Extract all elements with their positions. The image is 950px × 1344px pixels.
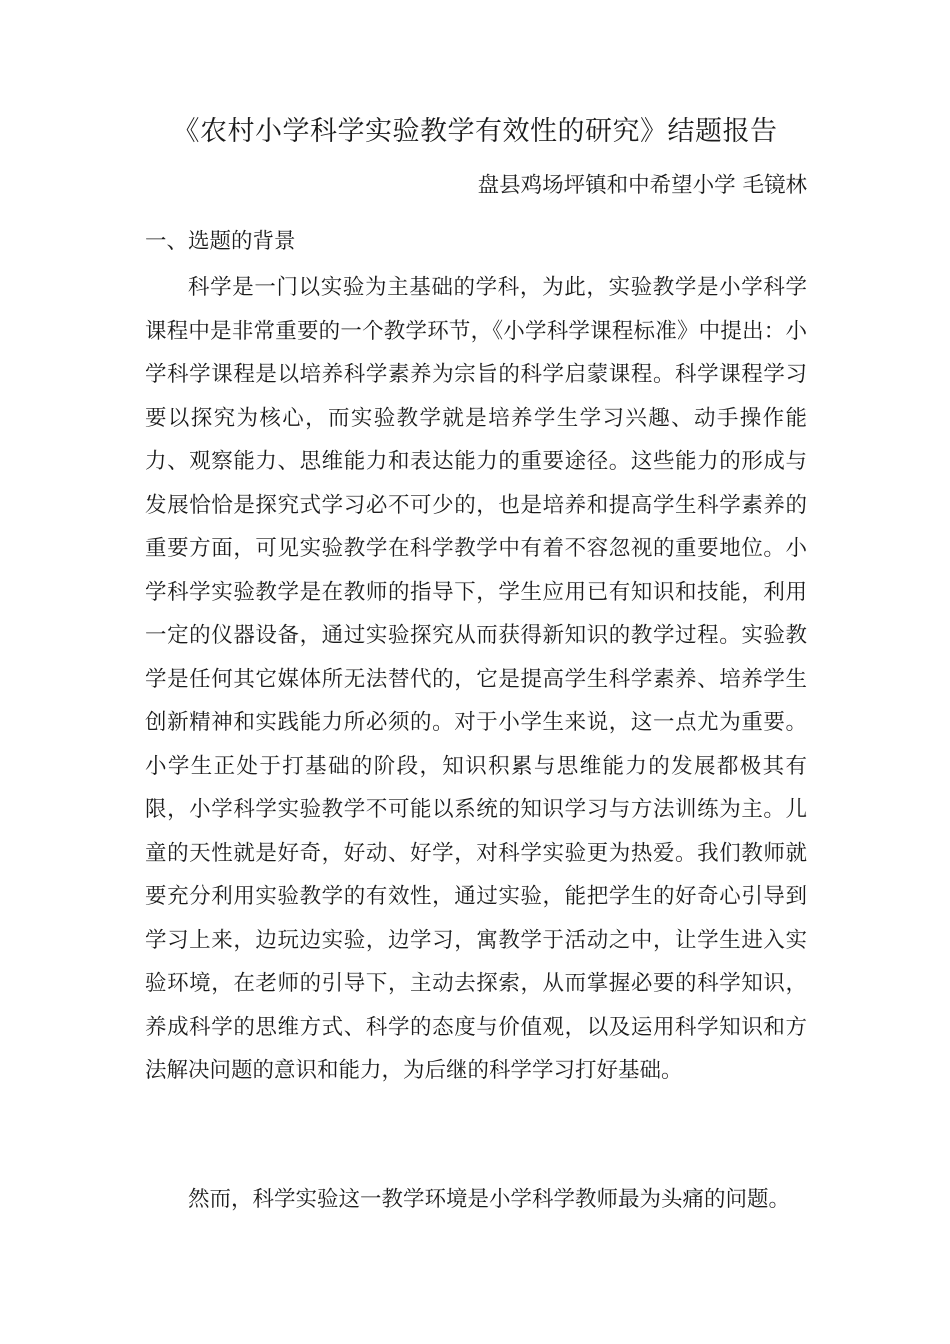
body-paragraph: 科学是一门以实验为主基础的学科，为此，实验教学是小学科学课程中是非常重要的一个教学环节，《小学科学课程标准》中提出：小学科学课程是以培养科学素养为宗旨的科学启蒙课程。科学课程学习要以探究为核心，而实验教学就是培养学生学习兴趣、动手操作能力、观察能力、思维能力和表达能力的重要途径。这些能力的形成与发展恰恰是探究式学习必不可少的，也是培养和提高学生科学素养的重要方面，可见实验教学在科学教学中有着不容忽视的重要地位。小学科学实验教学是在教师的指导下，学生应用已有知识和技能，利用一定的仪器设备，通过实验探究从而获得新知识的教学过程。实验教学是任何其它媒体所无法替代的，它是提高学生科学素养、培养学生创新精神和实践能力所必须的。对于小学生来说，这一点尤为重要。小学生正处于打基础的阶段，知识积累与思维能力的发展都极其有限，小学科学实验教学不可能以系统的知识学习与方法训练为主。儿童的天性就是好奇，好动、好学，对科学实验更为热爱。我们教师就要充分利用实验教学的有效性，通过实验，能把学生的好奇心引导到学习上来，边玩边实验，边学习，寓教学于活动之中，让学生进入实验环境，在老师的引导下，主动去探索，从而掌握必要的科学知识，养成科学的思维方式、科学的态度与价值观，以及运用科学知识和方法解决问题的意识和能力，为后继的科学学习打好基础。 [145, 275, 807, 1083]
author-line: 盘县鸡场坪镇和中希望小学 毛镜林 [477, 173, 807, 198]
document-title: 《农村小学科学实验教学有效性的研究》结题报告 [172, 116, 778, 147]
section-heading: 一、选题的背景 [145, 229, 296, 254]
body-paragraph: 然而，科学实验这一教学环境是小学科学教师最为头痛的问题。 [188, 1187, 791, 1212]
